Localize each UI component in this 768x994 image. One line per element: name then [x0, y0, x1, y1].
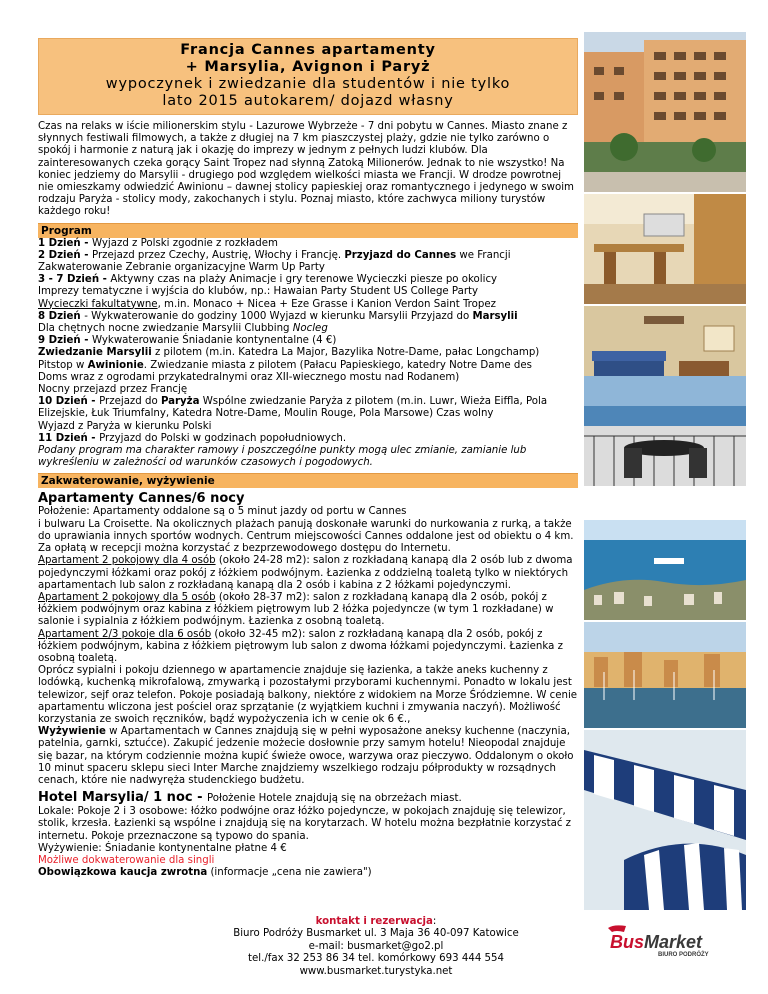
- day-3-7: 3 - 7 Dzień - Aktywny czas na plaży Animacje i gry terenowe Wycieczki piesze po okolicy: [38, 274, 498, 286]
- svg-text:Market: Market: [644, 932, 703, 952]
- hotel-title: Hotel Marsylia/ 1 noc - Położenie Hotele znajdują się na obrzeżach miast.: [38, 790, 462, 806]
- hotel-section: [38, 806, 578, 879]
- contact-email[interactable]: e-mail: busmarket@go2.pl: [308, 940, 444, 952]
- contact-label: kontakt i rezerwacja:: [315, 916, 437, 927]
- apartments-title: Apartamenty Cannes/6 nocy: [38, 491, 245, 507]
- day-11: 11 Dzień - Przyjazd do Polski w godzinach popołudniowych.: [38, 432, 347, 444]
- day-10-line3: Wyjazd z Paryża w kierunku Polski: [38, 420, 212, 432]
- apt-location: Położenie: Apartamenty oddalone są o 5 minut jazdy od portu w Cannes: [38, 506, 407, 518]
- contact-website[interactable]: www.busmarket.turystyka.net: [299, 965, 453, 977]
- photo-kitchen: [584, 194, 746, 304]
- contact-address: Biuro Podróży Busmarket ul. 3 Maja 36 40-097 Katowice: [233, 928, 519, 940]
- contact-block: [216, 916, 536, 978]
- title-line-3: wypoczynek i zwiedzanie dla studentów i nie tylko: [105, 76, 511, 92]
- hotel-food: Wyżywienie: Śniadanie kontynentalne płatne 4 €: [38, 842, 287, 854]
- program-note: Podany program ma charakter ramowy i poszczególne punkty mogą ulec zmianie, zamianie lub wykreśleniu w zależności od warunków czasowych i pogodowych.: [38, 445, 527, 469]
- title-line-2: + Marsylia, Avignon i Paryż: [185, 59, 431, 75]
- program-heading: Program: [38, 223, 578, 238]
- contact-phone: tel./fax 32 253 86 34 tel. komórkowy 693 444 554: [247, 953, 504, 965]
- deposit-note: Obowiązkowa kaucja zwrotna (informacje „cena nie zawiera"): [38, 867, 372, 879]
- main-column: [38, 38, 578, 879]
- day-8: 8 Dzień - Wykwaterowanie do godziny 1000 Wyjazd w kierunku Marsylii Przyjazd do Marsylii: [38, 310, 518, 322]
- apt-location-2: i bulwaru La Croisette. Na okolicznych plażach panują doskonałe warunki do nurkowania z rurką, a także do uprawiania innych sportów wodnych. Centrum miejscowości Cannes oddalone jest od obiektu o 4 km. Za opłatą w recepcji można korzystać z bezprzewodowego dostępu do Internetu.: [38, 518, 574, 555]
- apartments-section: [38, 506, 578, 787]
- day-9-line4: Doms wraz z ogrodami przykatedralnymi oraz XII-wiecznego mostu nad Rodanem): [38, 371, 460, 383]
- intro-paragraph: Czas na relaks w iście milionerskim stylu - Lazurowe Wybrzeże - 7 dni pobytu w Cannes. Miasto znane z słynnych festiwali filmowych, a także z długiej na 7 km piaszczystej plaży, gdzie nie tylko zarówno o spokój i harmonie z naturą jak i okazję do imprezy w jednym z pełnych ludzi klubów. Dla zainteresowanych czeka gorący Saint Tropez nad słynną Zatoką Milionerów. Jednak to nie wszystko! Na koniec jedziemy do Marsylii - drugiego pod względem wielkości miasta we Francji. W drodze powrotnej nie omieszkamy odwiedzić Awinionu – dawnej stolicy papieskiej oraz romantycznego i jedynego w swoim rodzaju Paryża - stolicy mody, zakochanych i stylu. Poznaj miasto, które zachwyca miliony turystów każdego roku!: [38, 121, 574, 218]
- day-2-line2: Zakwaterowanie Zebranie organizacyjne Warm Up Party: [38, 262, 325, 274]
- photo-beach-umbrellas: [584, 730, 746, 910]
- day-10-line2: Elizejskie, Łuk Triumfalny, Katedra Notre-Dame, Moulin Rouge, Pola Marsowe) Czas wolny: [38, 408, 494, 420]
- title-box: [38, 38, 578, 115]
- photo-balcony: [584, 376, 746, 486]
- day-2: 2 Dzień - Przejazd przez Czechy, Austrię, Włochy i Francję. Przyjazd do Cannes we Francji: [38, 249, 511, 261]
- title-line-1: Francja Cannes apartamenty: [180, 42, 436, 58]
- photo-harbour: [584, 622, 746, 728]
- day-3-7-line2: Imprezy tematyczne i wyjścia do klubów, np.: Hawaian Party Student US College Party: [38, 286, 479, 298]
- photo-apartment-building: [584, 32, 746, 192]
- svg-text:Bus: Bus: [610, 932, 645, 952]
- title-line-4: lato 2015 autokarem/ dojazd własny: [162, 93, 454, 109]
- apt-2room-4: Apartament 2 pokojowy dla 4 osób (około 24-28 m2): salon z rozkładaną kanapą dla 2 osób lub z dwoma pojedynczymi łóżkami oraz pokój z łóżkiem podwójnym. Łazienka z oddzielną toaletą tylko w niektórych apartamentach lub salon z rozkładaną kanapą dla 2 osób i kabina z 2 łóżkami pojedynczymi.: [38, 555, 573, 591]
- apt-equipment: Oprócz sypialni i pokoju dziennego w apartamencie znajduje się łazienka, a także aneks kuchenny z lodówką, kuchenką mikrofalową, zmywarką i pozostałymi przyborami kuchennymi. Ponadto w lokalu jest telewizor, sejf oraz telefon. Pokoje posiadają balkony, niektóre z widokiem na Morze Śródziemne. W cenie apartamentu wliczona jest pościel oraz sprzątanie (z wyjątkiem kuchni i zmywania naczyń). Możliwość korzystania ze swoich ręczników, bądź wypożyczenia ich w cenie ok 6 €.,: [38, 665, 578, 725]
- singles-note: Możliwe dokwaterowanie dla singli: [38, 854, 215, 866]
- apt-food: Wyżywienie w Apartamentach w Cannes znajdują się w pełni wyposażone aneksy kuchenne (naczynia, patelnia, garnki, sztućce). Zakupić jedzenie możecie dosłownie przy samym hotelu! Nieopodal znajduje się bazar, na którym codziennie można kupić świeże owoce, warzywa oraz pieczywo. Oddalonym o około 10 minut spaceru sklepu sieci Inter Marche znajdziemy wszelkiego rodzaju półprodukty w rozsądnych cenach, które nie nadwyręża studenckiego budżetu.: [38, 726, 574, 786]
- day-1: 1 Dzień - Wyjazd z Polski zgodnie z rozkładem: [38, 237, 278, 249]
- accommodation-heading: Zakwaterowanie, wyżywienie: [38, 473, 578, 488]
- day-9-line5: Nocny przejazd przez Francję: [38, 384, 188, 396]
- day-8-line2: Dla chętnych nocne zwiedzanie Marsylii Clubbing Nocleg: [38, 323, 328, 335]
- program-list: [38, 238, 578, 470]
- day-10: 10 Dzień - Przejazd do Paryża Wspólne zwiedzanie Paryża z pilotem (m.in. Luwr, Wieża Eiffla, Pola: [38, 396, 548, 408]
- photo-cannes-bay: [584, 520, 746, 620]
- day-9-line3: Pitstop w Awinionie. Zwiedzanie miasta z pilotem (Pałacu Papieskiego, katedry Notre Dame des: [38, 359, 532, 371]
- svg-text:BIURO PODRÓŻY: BIURO PODRÓŻY: [658, 952, 709, 958]
- hotel-rooms: Lokale: Pokoje 2 i 3 osobowe: łóżko podwójne oraz łóżko pojedyncze, w pokojach znajduję się telewizor, stolik, krzesła. Łazienki są wspólne i znajdują się na korytarzach. W hotelu można bezpłatnie korzystać z internetu. Pokoje przeznaczone są typowo do spania.: [38, 806, 572, 842]
- busmarket-logo-icon: [606, 924, 726, 958]
- day-9-line2: Zwiedzanie Marsylii z pilotem (m.in. Katedra La Major, Bazylika Notre-Dame, pałac Longchamp): [38, 347, 540, 359]
- busmarket-logo: [606, 924, 726, 958]
- day-3-7-line3: Wycieczki fakultatywne, m.in. Monaco + Nicea + Eze Grasse i Kanion Verdon Saint Tropez: [38, 298, 496, 310]
- day-9: 9 Dzień - Wykwaterowanie Śniadanie kontynentalne (4 €): [38, 335, 337, 347]
- apt-2room-5: Apartament 2 pokojowy dla 5 osób (około 28-37 m2): salon z rozkładaną kanapą dla 2 osób, pokój z łóżkiem podwójnym oraz kabina z łóżkiem piętrowym lub 2 łóżka pojedyncze (w tym 1 rozkładane) w salonie i sypialnia z łóżkiem podwójnym. Łazienka z osobną toaletą.: [38, 591, 554, 628]
- apt-23room-6: Apartament 2/3 pokoje dla 6 osób (około 32-45 m2): salon z rozkładaną kanapą dla 2 osób, pokój z łóżkiem podwójnym, kabina z łóżkiem piętrowym lub salon z dwoma łóżkami pojedynczymi. Łazienka z osobną toaletą.: [38, 628, 563, 664]
